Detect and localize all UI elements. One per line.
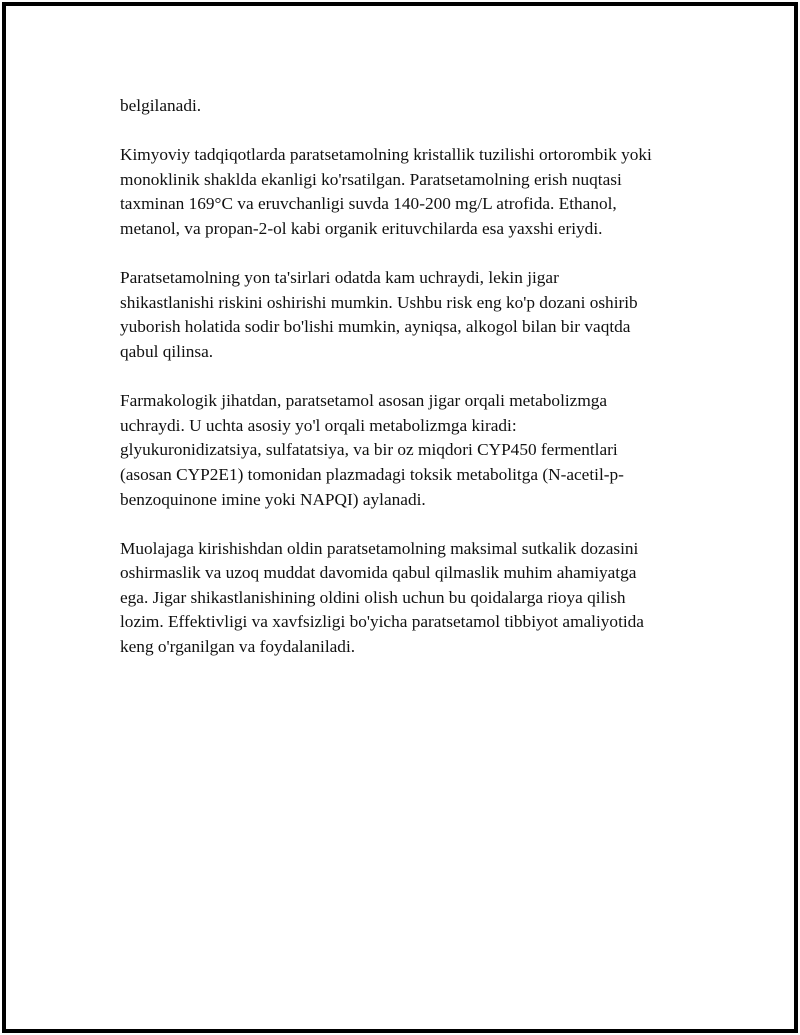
document-page bbox=[2, 2, 798, 1033]
paragraph-chemical-properties: Kimyoviy tadqiqotlarda paratsetamolning kristallik tuzilishi ortorombik yoki monoklinik shaklda ekanligi ko'rsatilgan. Paratsetamolning erish nuqtasi taxminan 169°C va eruvchanligi suvda 140-200 mg/L atrofida. Ethanol, metanol, va propan-2-ol kabi organik erituvchilarda esa yaxshi eriydi. bbox=[120, 145, 652, 238]
paragraph-side-effects: Paratsetamolning yon ta'sirlari odatda kam uchraydi, lekin jigar shikastlanishi riskini oshirishi mumkin. Ushbu risk eng ko'p dozani oshirib yuborish holatida sodir bo'lishi mumkin, ayniqsa, alkogol bilan bir vaqtda qabul qilinsa. bbox=[120, 268, 638, 361]
paragraph-continuation: belgilanadi. bbox=[120, 96, 202, 115]
paragraph-dosage-guidance: Muolajaga kirishishdan oldin paratsetamolning maksimal sutkalik dozasini oshirmaslik va uzoq muddat davomida qabul qilmaslik muhim ahamiyatga ega. Jigar shikastlanishining oldini olish uchun bu qoidalarga rioya qilish lozim. Effektivligi va xavfsizligi bo'yicha paratsetamol tibbiyot amaliyotida keng o'rganilgan va foydalaniladi. bbox=[120, 538, 644, 657]
document-body bbox=[120, 94, 680, 684]
paragraph-pharmacology: Farmakologik jihatdan, paratsetamol asosan jigar orqali metabolizmga uchraydi. U uchta asosiy yo'l orqali metabolizmga kiradi: glyukuronidizatsiya, sulfatatsiya, va bir oz miqdori CYP450 fermentlari (asosan CYP2E1) tomonidan plazmadagi toksik metabolitga (N-acetil-p- benzoquinone imine yoki NAPQI) aylanadi. bbox=[120, 391, 624, 509]
